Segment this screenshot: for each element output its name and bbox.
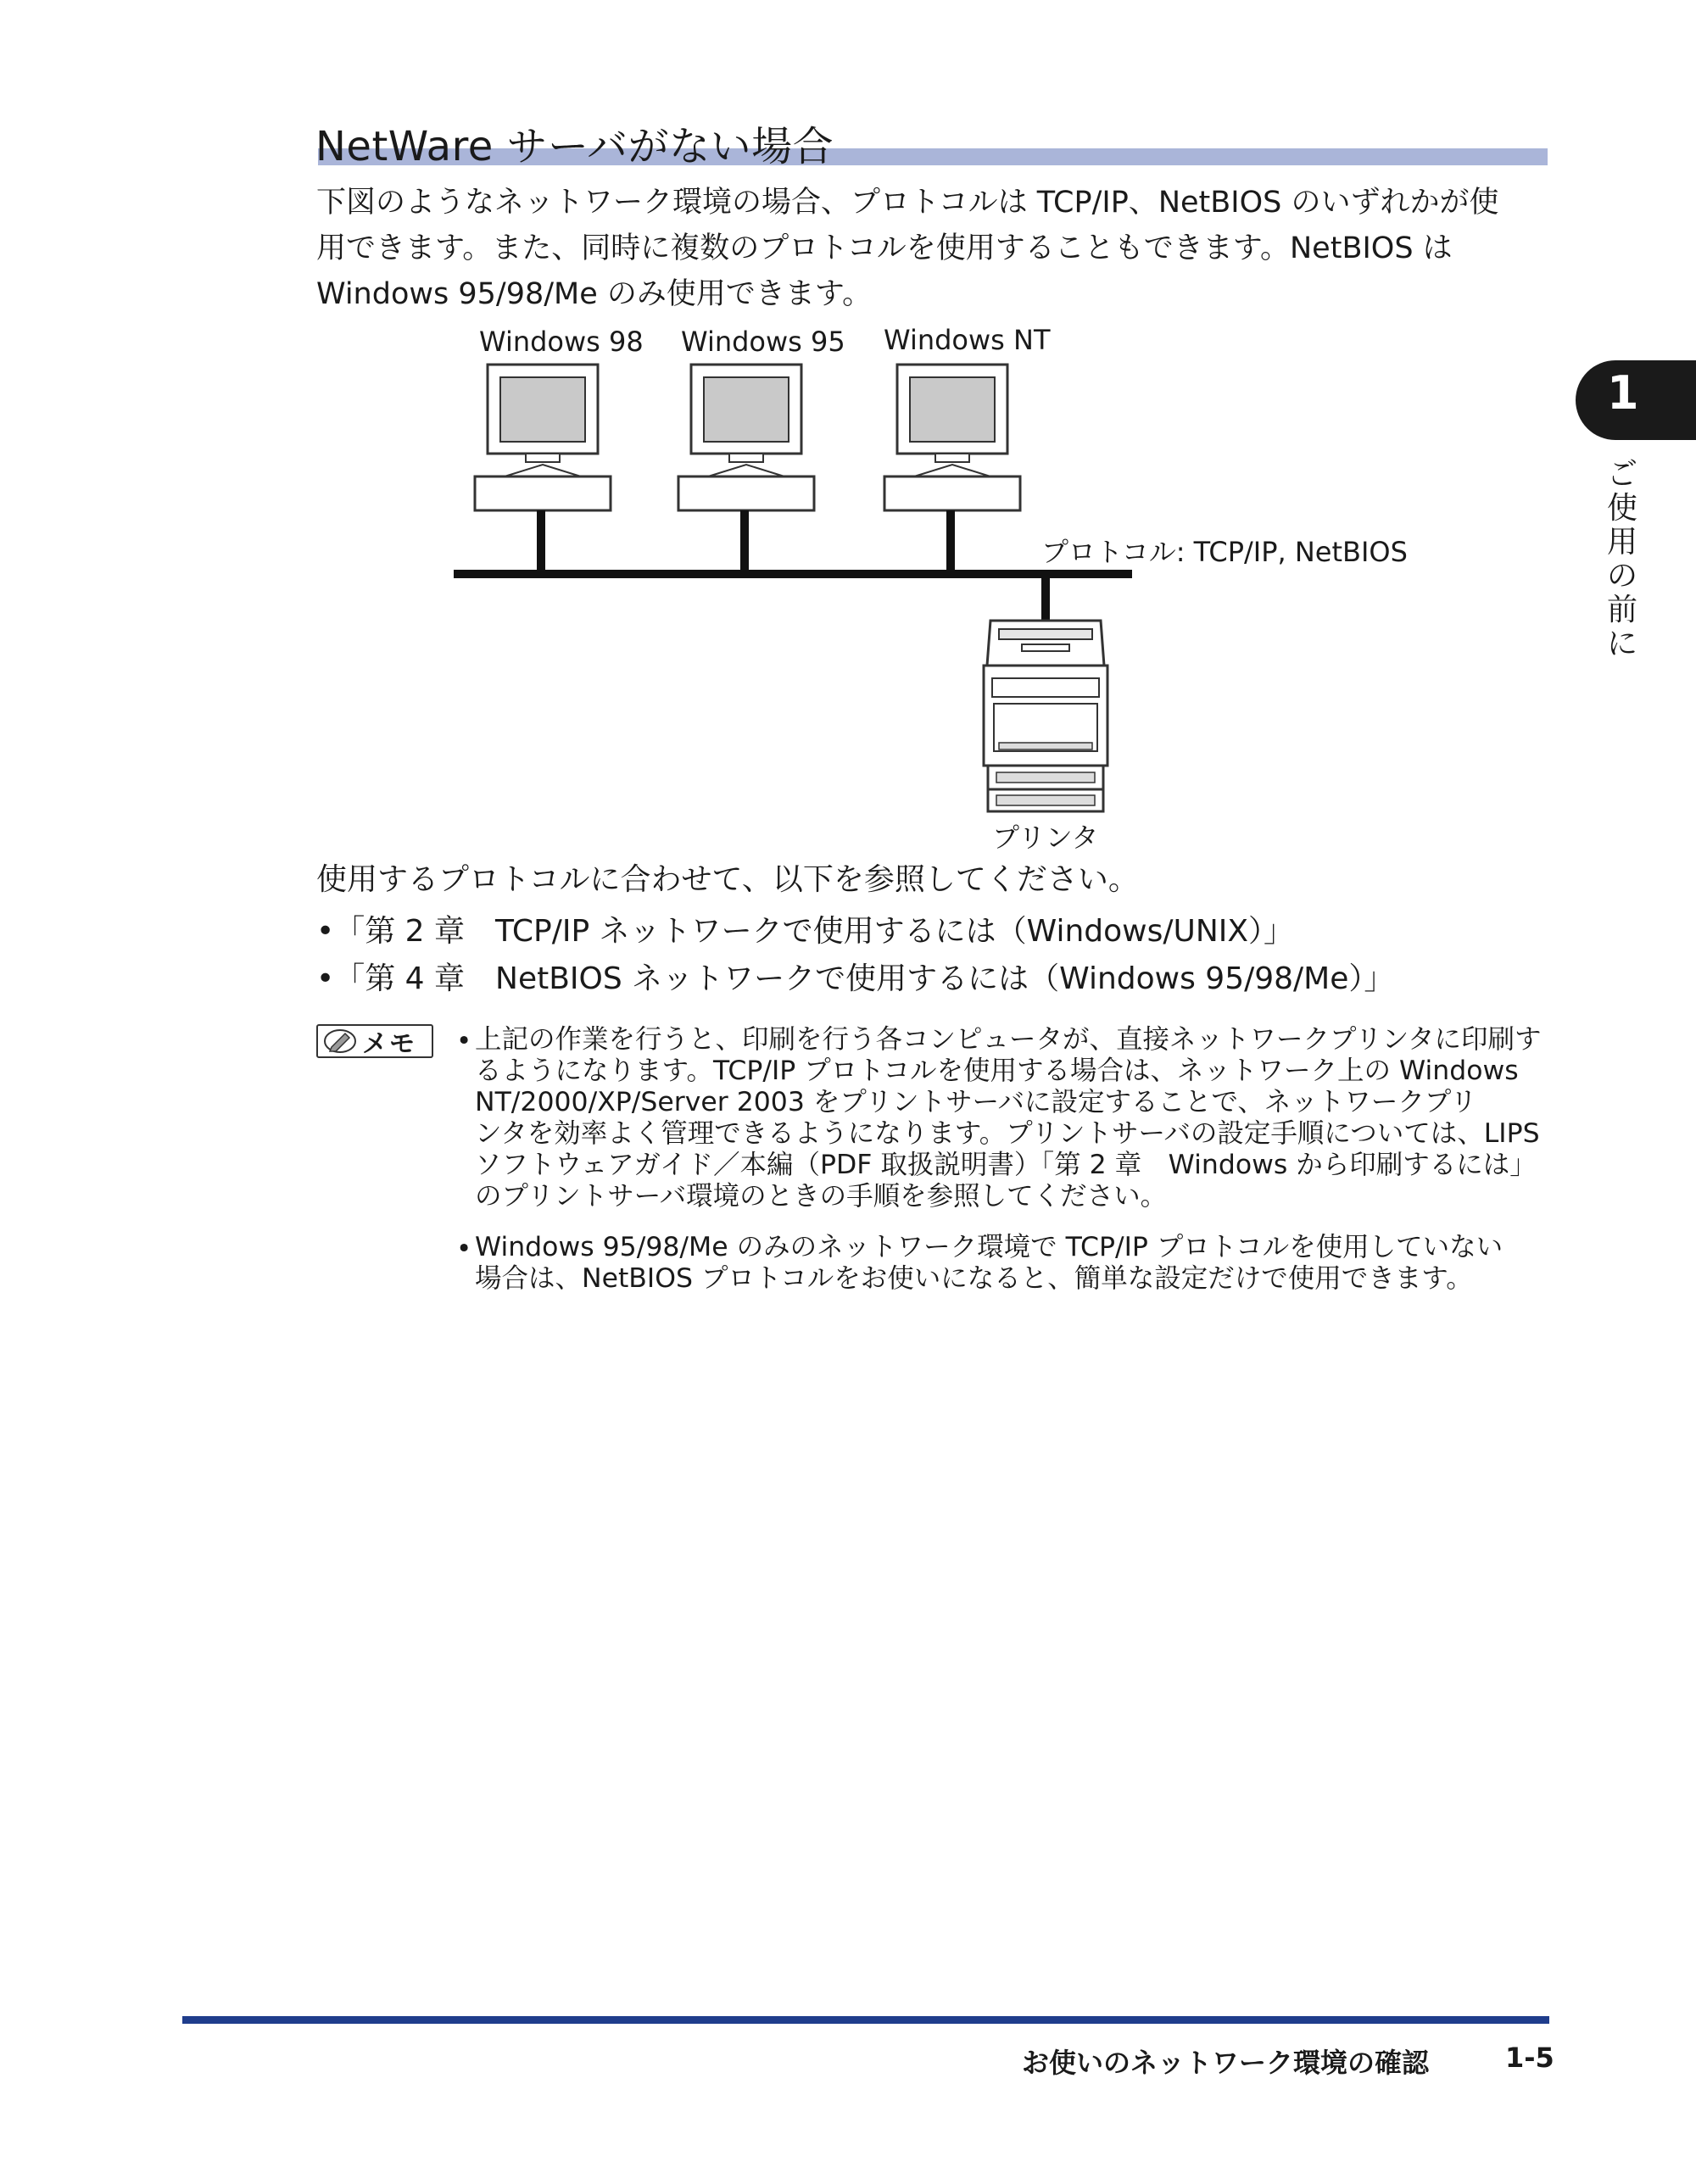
computer-icon	[884, 365, 1020, 571]
page-number: 1-5	[1505, 2042, 1554, 2074]
pc-label-win98: Windows 98	[479, 326, 644, 358]
memo-badge	[316, 1024, 433, 1058]
memo-bullet: •	[456, 1234, 472, 1264]
section-heading: NetWare サーバがない場合	[315, 123, 834, 170]
reference-link-chapter2: •「第 2 章 TCP/IP ネットワークで使用するには（Windows/UNIX）」	[316, 914, 1295, 949]
memo-line: NT/2000/XP/Server 2003 をプリントサーバに設定することで、ネットワークプリ	[475, 1087, 1477, 1117]
memo-line: ソフトウェアガイド／本編（PDF 取扱説明書）「第 2 章 Windows から印刷するには」	[475, 1150, 1537, 1180]
chapter-title-char: ご	[1606, 457, 1637, 492]
intro-line: 用できます。また、同時に複数のプロトコルを使用することもできます。NetBIOS は	[316, 231, 1453, 265]
memo-label: メモ	[362, 1029, 416, 1059]
memo-line: 上記の作業を行うと、印刷を行う各コンピュータが、直接ネットワークプリンタに印刷す	[475, 1024, 1542, 1055]
footer-title: お使いのネットワーク環境の確認	[1022, 2047, 1430, 2079]
chapter-title-char: に	[1606, 627, 1637, 661]
chapter-title-char: 使	[1606, 491, 1637, 526]
memo-line: ンタを効率よく管理できるようになります。プリントサーバの設定手順については、LIPS	[475, 1118, 1540, 1149]
memo-line: 場合は、NetBIOS プロトコルをお使いになると、簡単な設定だけで使用できます。	[475, 1263, 1473, 1294]
memo-bullet: •	[456, 1026, 472, 1056]
chapter-title-char: 前	[1606, 593, 1637, 627]
computer-icon	[678, 365, 814, 571]
printer-icon	[984, 578, 1107, 811]
chapter-title-char: の	[1606, 559, 1637, 593]
network-diagram	[0, 0, 1696, 848]
memo-line: るようになります。TCP/IP プロトコルを使用する場合は、ネットワーク上の Windows	[475, 1056, 1519, 1086]
chapter-title-vertical	[1601, 458, 1643, 661]
protocol-label: プロトコル: TCP/IP, NetBIOS	[1041, 536, 1408, 568]
refer-text: 使用するプロトコルに合わせて、以下を参照してください。	[316, 862, 1139, 897]
network-bus	[454, 570, 1132, 578]
chapter-title-char: 用	[1606, 525, 1637, 560]
computer-icon	[475, 365, 611, 571]
memo-item	[475, 1232, 1548, 1295]
chapter-number: 1	[1607, 366, 1639, 420]
memo-item	[475, 1024, 1548, 1212]
pc-label-win95: Windows 95	[681, 326, 845, 358]
footer-rule	[182, 2016, 1549, 2024]
reference-link-chapter4: •「第 4 章 NetBIOS ネットワークで使用するには（Windows 95/98/Me）」	[316, 961, 1395, 996]
memo-line: のプリントサーバ環境のときの手順を参照してください。	[475, 1181, 1168, 1212]
pc-label-winnt: Windows NT	[884, 324, 1051, 356]
memo-line: Windows 95/98/Me のみのネットワーク環境で TCP/IP プロトコルを使用していない	[475, 1232, 1504, 1262]
intro-line: 下図のようなネットワーク環境の場合、プロトコルは TCP/IP、NetBIOS のいずれかが使	[316, 186, 1499, 220]
printer-label: プリンタ	[992, 822, 1099, 854]
pencil-icon	[323, 1028, 357, 1054]
intro-line: Windows 95/98/Me のみ使用できます。	[316, 277, 873, 311]
